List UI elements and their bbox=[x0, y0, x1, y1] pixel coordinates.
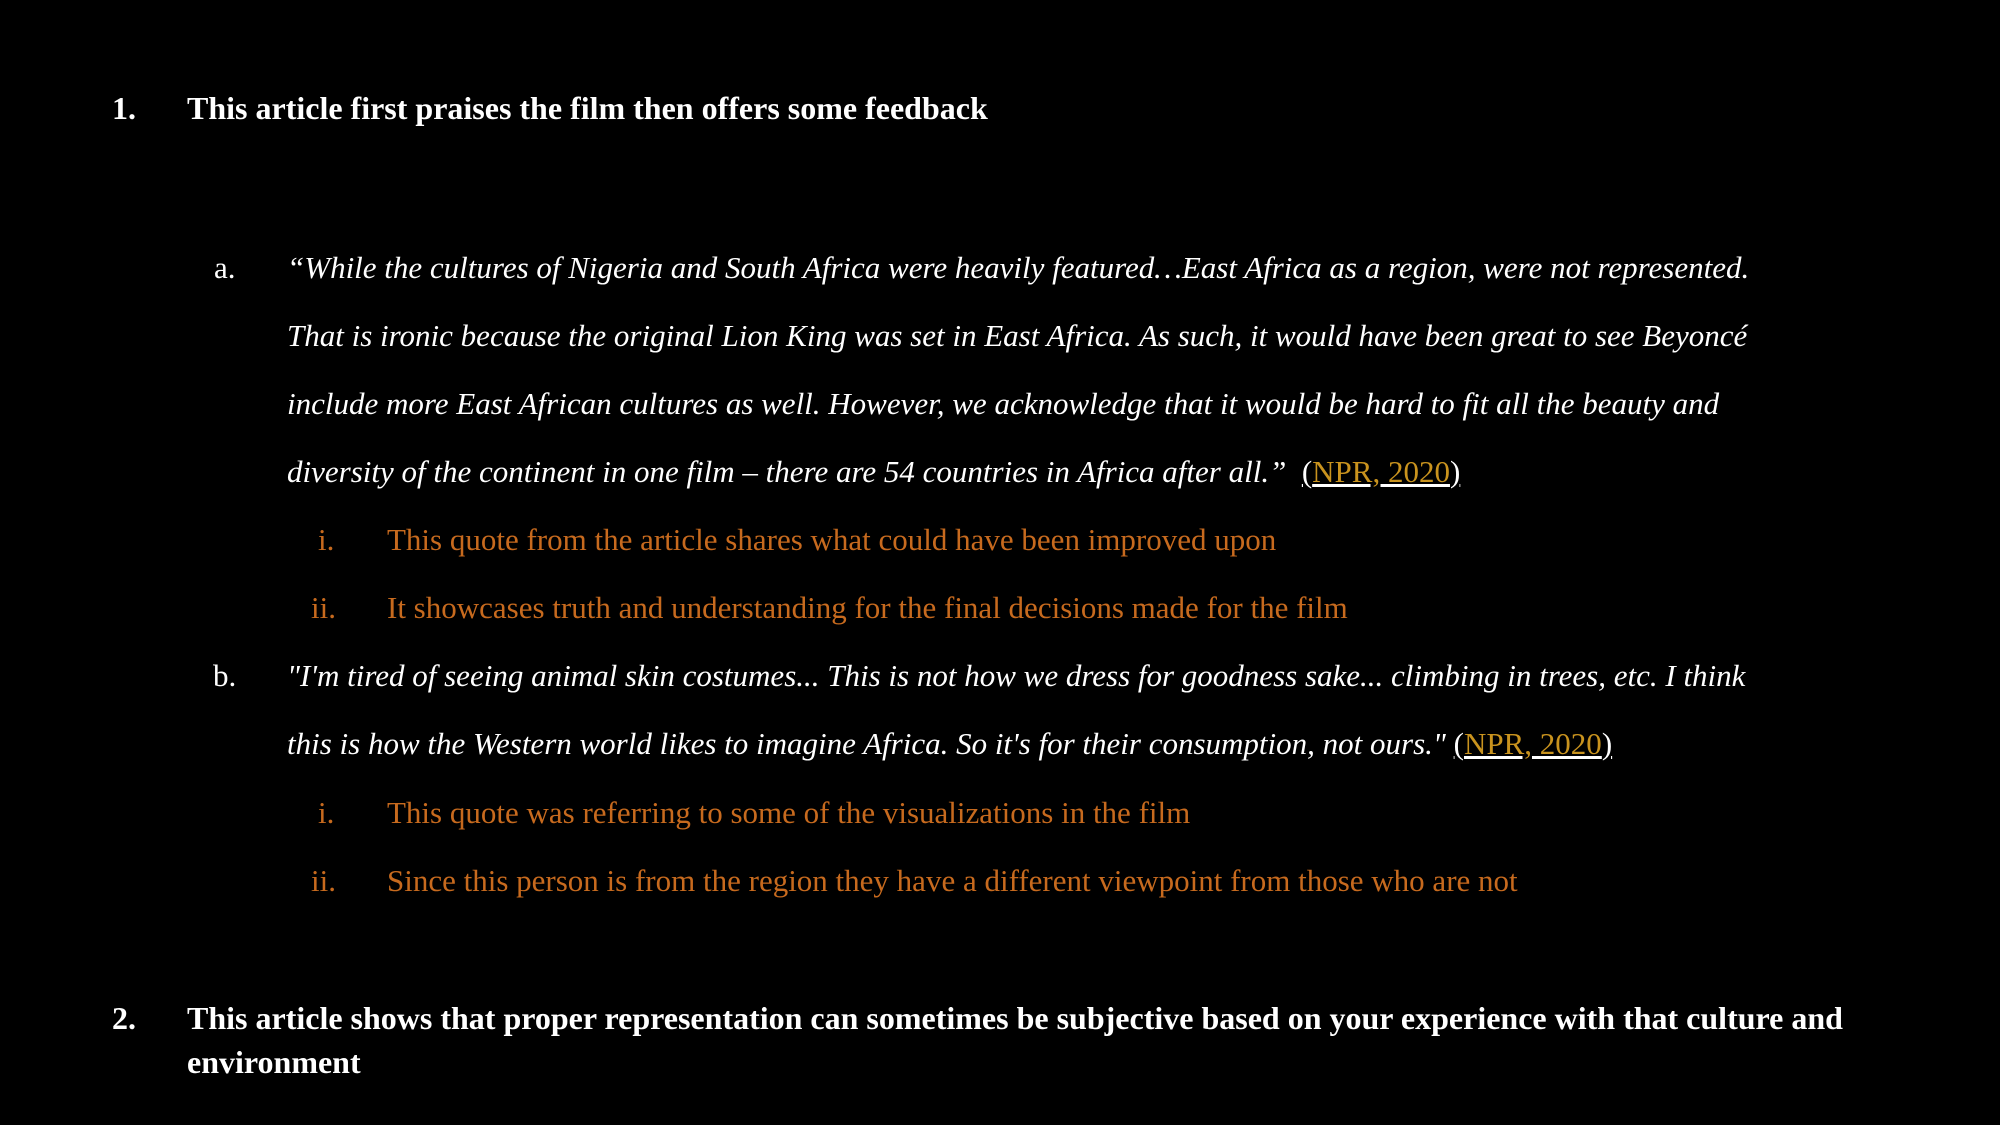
quote-b-line-1: "I'm tired of seeing animal skin costumes... This is not how we dress for goodness sake... climbing in trees, etc. I think bbox=[287, 658, 1746, 693]
note-b-ii: Since this person is from the region they have a different viewpoint from those who are not bbox=[387, 863, 1518, 898]
citation-b-link-npr[interactable]: NPR, 2020 bbox=[1464, 726, 1602, 761]
note-b-i: This quote was referring to some of the visualizations in the film bbox=[387, 795, 1191, 830]
note-marker-a-ii: ii. bbox=[311, 590, 336, 625]
quote-a-line-4-text: diversity of the continent in one film – there are 54 countries in Africa after all.” bbox=[287, 454, 1287, 489]
note-marker-b-i: i. bbox=[318, 795, 335, 830]
list-marker-2: 2. bbox=[112, 1000, 136, 1036]
note-a-ii: It showcases truth and understanding for the final decisions made for the film bbox=[387, 590, 1348, 625]
note-marker-a-i: i. bbox=[318, 522, 335, 557]
quote-b-line-2 bbox=[287, 724, 1612, 764]
citation-close-paren: ) bbox=[1449, 454, 1461, 489]
item-2-heading-line-1: This article shows that proper representation can sometimes be subjective based on your experience with that culture and bbox=[187, 1000, 1843, 1036]
citation-b-open-paren: ( bbox=[1453, 726, 1464, 761]
quote-a-line-3: include more East African cultures as well. However, we acknowledge that it would be hard to fit all the beauty and bbox=[287, 386, 1720, 421]
quote-a-line-1: “While the cultures of Nigeria and South Africa were heavily featured…East Africa as a region, were not represented. bbox=[287, 250, 1750, 285]
citation-link-npr[interactable]: NPR, 2020 bbox=[1312, 454, 1450, 489]
quote-b-line-2-text: this is how the Western world likes to imagine Africa. So it's for their consumption, not ours." bbox=[287, 726, 1446, 761]
citation-open-paren: ( bbox=[1301, 454, 1313, 489]
item-2-heading-line-2: environment bbox=[187, 1044, 361, 1080]
list-marker-b: b. bbox=[213, 658, 237, 693]
item-1-heading: This article first praises the film then offers some feedback bbox=[187, 90, 988, 126]
list-marker-1: 1. bbox=[112, 90, 136, 126]
quote-a-line-4 bbox=[287, 452, 1460, 492]
citation-b-close-paren: ) bbox=[1601, 726, 1613, 761]
note-a-i: This quote from the article shares what could have been improved upon bbox=[387, 522, 1277, 557]
quote-a-line-2: That is ironic because the original Lion King was set in East Africa. As such, it would have been great to see Beyoncé bbox=[287, 318, 1748, 353]
list-marker-a: a. bbox=[214, 250, 236, 285]
note-marker-b-ii: ii. bbox=[311, 863, 336, 898]
